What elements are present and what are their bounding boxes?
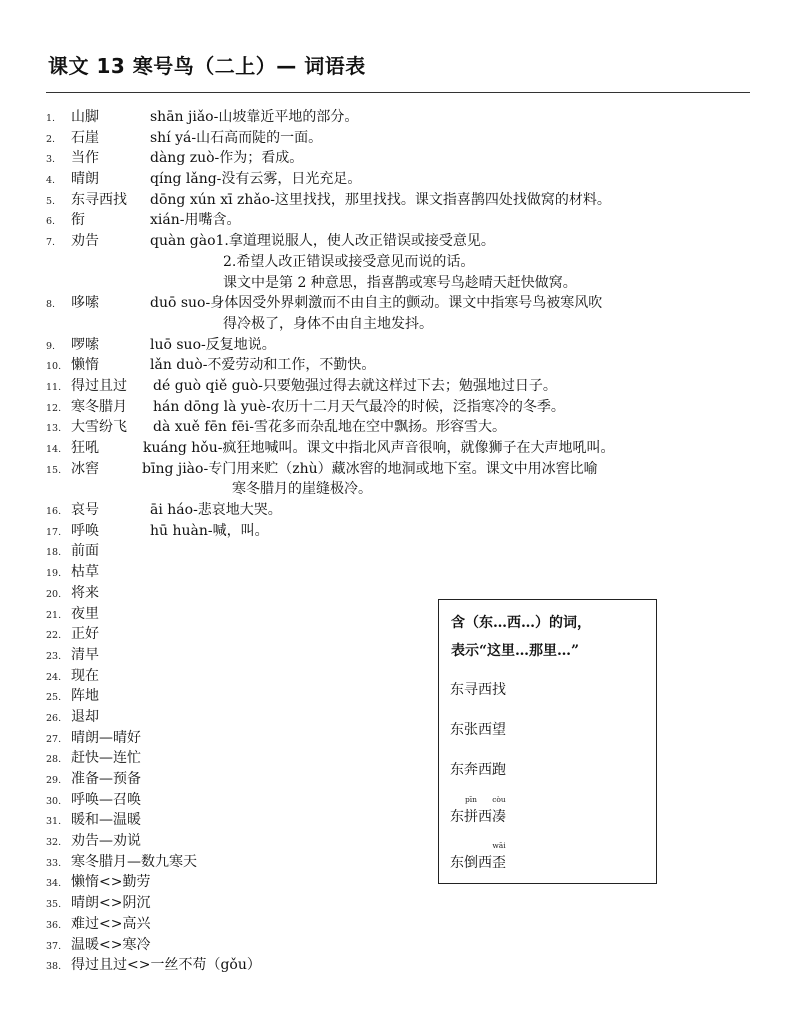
- vocab-line: [0, 728, 794, 749]
- entry-number: 4.: [46, 175, 56, 187]
- entry-number: 32.: [46, 837, 62, 849]
- vocab-entry: [0, 128, 794, 149]
- vocab-line: [0, 955, 794, 976]
- vocab-line: [0, 293, 794, 314]
- vocab-line: [0, 872, 794, 893]
- entry-number: 36.: [46, 919, 62, 931]
- vocab-line: [0, 604, 794, 625]
- vocab-entry: [0, 707, 794, 728]
- entry-definition: kuáng hǒu-疯狂地喊叫。课文中指北风声音很响，就像狮子在大声地吼叫。: [143, 440, 615, 456]
- vocab-entry: [0, 335, 794, 356]
- entry-definition-continued: 2.希望人改正错误或接受意见而说的话。: [223, 253, 475, 270]
- page-title: 课文 13 寒号鸟（二上）— 词语表: [48, 54, 366, 78]
- vocab-entry: [0, 355, 794, 376]
- entry-number: 22.: [46, 630, 62, 642]
- entry-definition-continued: 得冷极了，身体不由自主地发抖。: [223, 315, 433, 332]
- entry-definition: hū huàn-喊，叫。: [150, 522, 269, 539]
- entry-definition: shí yá-山石高而陡的一面。: [150, 129, 323, 146]
- vocab-line: [0, 769, 794, 790]
- vocab-entry: [0, 666, 794, 687]
- entry-definition: luō suo-反复地说。: [150, 336, 276, 353]
- vocab-line: [0, 666, 794, 687]
- vocab-entry: [0, 686, 794, 707]
- entry-word: 大雪纷飞: [71, 419, 127, 436]
- entry-word: 劝告—劝说: [71, 833, 141, 850]
- entry-definition: bīng jiào-专门用来贮（zhù）藏冰窖的地洞或地下室。课文中用冰窖比喻: [142, 460, 598, 477]
- entry-number: 20.: [46, 588, 62, 600]
- vocab-entry: [0, 376, 794, 397]
- vocab-line: [0, 893, 794, 914]
- vocab-line: [0, 583, 794, 604]
- entry-number: 34.: [46, 878, 62, 890]
- entry-word: 狂吼: [71, 440, 99, 456]
- entry-number: 24.: [46, 671, 62, 683]
- entry-definition: āi háo-悲哀地大哭。: [150, 502, 282, 519]
- vocabulary-list: [0, 107, 794, 976]
- vocab-entry: [0, 562, 794, 583]
- entry-word: 难过<>高兴: [71, 915, 151, 932]
- entry-number: 18.: [46, 547, 62, 559]
- entry-word: 哆嗦: [71, 295, 99, 312]
- entry-word: 衔: [71, 212, 85, 229]
- entry-number: 16.: [46, 506, 62, 518]
- vocab-entry: [0, 769, 794, 790]
- entry-number: 27.: [46, 733, 62, 745]
- vocab-entry: [0, 728, 794, 749]
- entry-number: 12.: [46, 402, 62, 414]
- entry-number: 31.: [46, 816, 62, 828]
- entry-number: 15.: [46, 464, 62, 476]
- entry-definition: quàn gào1.拿道理说服人，使人改正错误或接受意见。: [150, 233, 495, 250]
- entry-definition: duō suo-身体因受外界刺激而不由自主的颤动。课文中指寒号鸟被寒风吹: [150, 295, 603, 312]
- vocab-entry: [0, 107, 794, 128]
- entry-number: 33.: [46, 857, 62, 869]
- dong-xi-word: 东寻西找: [450, 682, 506, 698]
- entry-word: 寒冬腊月: [71, 398, 127, 415]
- entry-word: 准备—预备: [71, 771, 141, 787]
- vocab-entry: [0, 210, 794, 231]
- vocab-line: [0, 417, 794, 438]
- entry-number: 28.: [46, 754, 62, 766]
- entry-number: 7.: [46, 237, 56, 249]
- entry-word: 退却: [71, 708, 99, 725]
- vocab-line: [0, 231, 794, 252]
- vocab-line: [0, 459, 794, 480]
- vocab-line: [0, 169, 794, 190]
- title-divider: [46, 92, 750, 93]
- entry-word: 哀号: [71, 502, 99, 519]
- entry-word: 山脚: [71, 109, 99, 125]
- entry-number: 11.: [46, 381, 62, 393]
- dong-xi-words-box: [438, 599, 657, 884]
- entry-number: 26.: [46, 712, 62, 724]
- entry-definition: dà xuě fēn fēi-雪花多而杂乱地在空中飘扬。形容雪大。: [153, 419, 507, 436]
- vocab-line: [0, 314, 794, 335]
- entry-word: 晴朗—晴好: [71, 729, 141, 746]
- vocab-entry: [0, 169, 794, 190]
- vocab-line: [0, 376, 794, 397]
- vocab-line: [0, 355, 794, 376]
- vocab-line: [0, 810, 794, 831]
- vocab-line: [0, 624, 794, 645]
- vocab-entry: [0, 831, 794, 852]
- vocab-line: [0, 190, 794, 211]
- vocab-line: [0, 500, 794, 521]
- entry-number: 17.: [46, 526, 62, 538]
- entry-word: 现在: [71, 667, 99, 684]
- entry-word: 暖和—温暖: [71, 812, 141, 829]
- vocab-entry: [0, 604, 794, 625]
- entry-number: 30.: [46, 795, 62, 807]
- entry-number: 3.: [46, 154, 56, 166]
- entry-word: 将来: [71, 584, 99, 601]
- entry-word: 夜里: [71, 605, 99, 622]
- vocab-line: [0, 128, 794, 149]
- vocab-line: [0, 645, 794, 666]
- dong-xi-word: 东 pīn 拼西 còu 凑: [450, 795, 506, 825]
- entry-word: 得过且过<>一丝不苟（gǒu）: [71, 957, 261, 974]
- box-title-line-1: 含（东…西…）的词，: [451, 615, 591, 631]
- vocab-entry: [0, 231, 794, 293]
- entry-word: 呼唤: [71, 522, 99, 539]
- vocab-entry: [0, 417, 794, 438]
- vocab-line: [0, 107, 794, 128]
- ruby-pinyin: pīn: [464, 795, 478, 804]
- entry-number: 35.: [46, 899, 62, 911]
- vocab-line: [0, 707, 794, 728]
- vocab-entry: [0, 521, 794, 542]
- entry-word: 当作: [71, 150, 99, 167]
- entry-definition: xián-用嘴含。: [150, 212, 241, 229]
- vocab-line: [0, 479, 794, 500]
- entry-number: 8.: [46, 299, 56, 311]
- entry-number: 5.: [46, 195, 56, 207]
- box-title-line-2: 表示“这里…那里…”: [451, 643, 580, 659]
- vocab-entry: [0, 397, 794, 418]
- vocab-line: [0, 748, 794, 769]
- ruby-pinyin: wāi: [492, 841, 506, 850]
- entry-number: 13.: [46, 423, 62, 435]
- vocab-entry: [0, 438, 794, 459]
- entry-word: 劝告: [71, 233, 99, 250]
- vocab-line: [0, 521, 794, 542]
- entry-definition-continued: 课文中是第 2 种意思，指喜鹊或寒号鸟趁晴天赶快做窝。: [223, 274, 577, 291]
- ruby-char: wāi 歪: [492, 841, 506, 871]
- entry-number: 37.: [46, 940, 62, 952]
- entry-number: 9.: [46, 340, 56, 352]
- entry-word: 啰嗦: [71, 336, 99, 353]
- vocab-line: [0, 562, 794, 583]
- entry-word: 正好: [71, 626, 99, 643]
- entry-number: 2.: [46, 133, 56, 145]
- entry-definition: shān jiǎo-山坡靠近平地的部分。: [150, 109, 359, 125]
- entry-word: 懒惰: [71, 357, 99, 374]
- vocab-entry: [0, 790, 794, 811]
- entry-word: 呼唤—召唤: [71, 791, 141, 808]
- entry-word: 得过且过: [71, 377, 127, 394]
- vocab-line: [0, 397, 794, 418]
- vocab-entry: [0, 624, 794, 645]
- vocab-line: [0, 914, 794, 935]
- dong-xi-word: 东倒西 wāi 歪: [450, 841, 506, 871]
- vocab-line: [0, 541, 794, 562]
- entry-definition: dé guò qiě guò-只要勉强过得去就这样过下去；勉强地过日子。: [153, 377, 557, 394]
- vocab-entry: [0, 645, 794, 666]
- vocab-entry: [0, 148, 794, 169]
- vocab-line: [0, 686, 794, 707]
- entry-word: 晴朗<>阴沉: [71, 895, 151, 912]
- entry-number: 38.: [46, 961, 62, 973]
- vocab-entry: [0, 541, 794, 562]
- ruby-char: còu 凑: [492, 795, 506, 825]
- entry-definition: lǎn duò-不爱劳动和工作，不勤快。: [150, 357, 376, 374]
- entry-definition: dōng xún xī zhǎo-这里找找，那里找找。课文指喜鹊四处找做窝的材料。: [150, 191, 611, 208]
- vocab-line: [0, 210, 794, 231]
- vocab-line: [0, 831, 794, 852]
- ruby-char: pīn 拼: [464, 795, 478, 825]
- vocab-entry: [0, 872, 794, 893]
- vocab-line: [0, 252, 794, 273]
- entry-definition: dàng zuò-作为；看成。: [150, 150, 304, 167]
- entry-definition-continued: 寒冬腊月的崖缝极冷。: [232, 481, 372, 498]
- dong-xi-word: 东奔西跑: [450, 762, 506, 778]
- vocab-entry: [0, 893, 794, 914]
- entry-definition: hán dōng là yuè-农历十二月天气最冷的时候，泛指寒冷的冬季。: [153, 398, 565, 415]
- entry-number: 14.: [46, 444, 62, 455]
- entry-number: 29.: [46, 775, 62, 786]
- entry-word: 晴朗: [71, 171, 99, 188]
- entry-word: 寒冬腊月—数九寒天: [71, 853, 197, 870]
- vocab-line: [0, 273, 794, 294]
- entry-word: 赶快—连忙: [71, 750, 141, 767]
- vocab-entry: [0, 914, 794, 935]
- ruby-pinyin: còu: [492, 795, 506, 804]
- vocab-entry: [0, 459, 794, 500]
- entry-number: 10.: [46, 361, 62, 373]
- vocab-entry: [0, 955, 794, 976]
- vocab-entry: [0, 293, 794, 334]
- entry-definition: qíng lǎng-没有云雾，日光充足。: [150, 171, 362, 188]
- entry-number: 23.: [46, 650, 62, 662]
- entry-word: 石崖: [71, 129, 99, 146]
- vocab-line: [0, 335, 794, 356]
- entry-number: 21.: [46, 609, 62, 621]
- vocab-entry: [0, 748, 794, 769]
- vocab-entry: [0, 190, 794, 211]
- entry-word: 前面: [71, 543, 99, 560]
- entry-word: 冰窖: [71, 460, 99, 477]
- vocab-line: [0, 935, 794, 956]
- entry-number: 25.: [46, 692, 62, 704]
- vocab-line: [0, 790, 794, 811]
- entry-number: 6.: [46, 216, 56, 228]
- entry-word: 枯草: [71, 564, 99, 581]
- entry-word: 温暖<>寒冷: [71, 936, 151, 953]
- vocab-line: [0, 148, 794, 169]
- dong-xi-word: 东张西望: [450, 722, 506, 738]
- entry-number: 1.: [46, 113, 56, 124]
- vocab-entry: [0, 500, 794, 521]
- vocab-line: [0, 438, 794, 459]
- entry-word: 清早: [71, 646, 99, 663]
- entry-number: 19.: [46, 568, 62, 580]
- entry-word: 懒惰<>勤劳: [71, 874, 151, 891]
- vocab-entry: [0, 583, 794, 604]
- entry-word: 阵地: [71, 688, 99, 705]
- vocab-entry: [0, 935, 794, 956]
- vocab-entry: [0, 810, 794, 831]
- entry-word: 东寻西找: [71, 191, 127, 208]
